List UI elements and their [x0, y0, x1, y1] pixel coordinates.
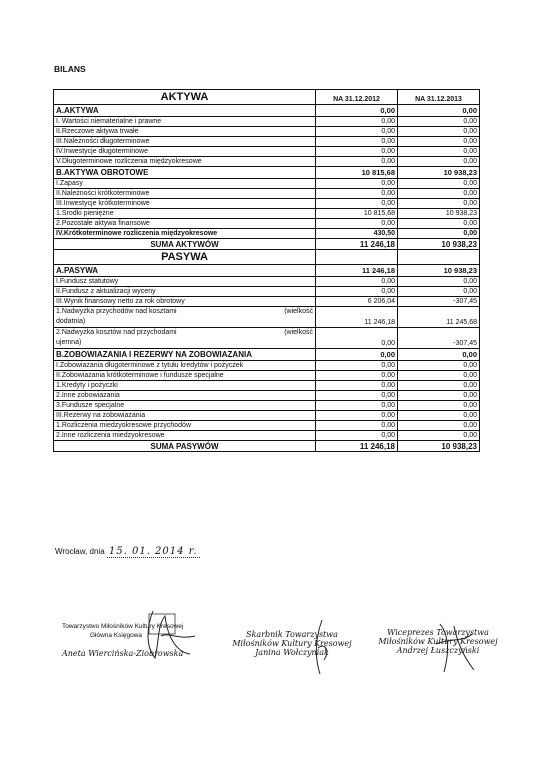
aktywa-heading: AKTYWA [54, 90, 316, 105]
value-2012: 0,00 [316, 277, 398, 287]
row-label: A.AKTYWA [54, 105, 316, 117]
value-2012: 430,50 [316, 229, 398, 239]
value-2013: 0,00 [398, 127, 480, 137]
table-row [54, 189, 480, 199]
row-label: 1.Rozliczenia miedzyokresowe przychodów [54, 421, 316, 431]
row-label: IV.Inwestycje długoterminowe [54, 147, 316, 157]
value-2013: 0,00 [398, 105, 480, 117]
value-2013: 10 938,23 [398, 441, 480, 452]
value-2012: 0,00 [316, 147, 398, 157]
value-2012: 0,00 [316, 127, 398, 137]
value-2013: 0,00 [398, 287, 480, 297]
value-2013: 0,00 [398, 381, 480, 391]
row-label: 2.Pozostałe aktywa finansowe [54, 219, 316, 229]
row-label-qualifier: (wielkość [284, 329, 313, 336]
table-row [54, 371, 480, 381]
balance-sheet-table [53, 89, 480, 452]
value-2012: 10 815,68 [316, 209, 398, 219]
value-2012: 0,00 [316, 137, 398, 147]
table-row [54, 209, 480, 219]
table-row [54, 157, 480, 167]
table-row [54, 229, 480, 239]
row-label [54, 328, 316, 349]
value-2013: 0,00 [398, 229, 480, 239]
value-2013: 0,00 [398, 411, 480, 421]
row-label: II.Zobowiazania krótkoterminowe i fundusze specjalne [54, 371, 316, 381]
row-label: 1.Kredyty i pożyczki [54, 381, 316, 391]
value-2013: 0,00 [398, 421, 480, 431]
table-row [54, 441, 480, 452]
row-label: III.Należności długoterminowe [54, 137, 316, 147]
row-label: III.Inwestycje krótkoterminowe [54, 199, 316, 209]
pasywa-header-row [54, 250, 480, 265]
signatory-role: Wiceprezes Towarzystwa [387, 628, 489, 637]
table-row [54, 105, 480, 117]
value-2013: 0,00 [398, 199, 480, 209]
row-label-line2: ujemna) [56, 338, 82, 346]
signatory-org: Miłośników Kultury Kresowej [378, 637, 498, 646]
table-row [54, 219, 480, 229]
table-row [54, 421, 480, 431]
row-label: 1.Środki pieniężne [54, 209, 316, 219]
value-2013: 0,00 [398, 371, 480, 381]
row-label: I. Wartości niematerialne i prawne [54, 117, 316, 127]
row-label: I.Fundusz statutowy [54, 277, 316, 287]
handwritten-signature-icon [135, 606, 205, 666]
value-2012: 0,00 [316, 349, 398, 361]
column-header-2012: NA 31.12.2012 [316, 90, 398, 105]
row-label: I.Zobowiazania długoterminowe z tytułu kredytów i pożyczek [54, 361, 316, 371]
value-2013: 0,00 [398, 277, 480, 287]
table-row [54, 287, 480, 297]
column-header-2013: NA 31.12.2013 [398, 90, 480, 105]
row-label: B.AKTYWA OBROTOWE [54, 167, 316, 179]
handwritten-signature-icon [430, 620, 480, 680]
value-2013: 0,00 [398, 147, 480, 157]
value-2013: 0,00 [398, 137, 480, 147]
row-label: A.PASYWA [54, 265, 316, 277]
value-2012: 11 246,18 [316, 441, 398, 452]
value-2012: 6 206,04 [316, 297, 398, 307]
value-2013: 10 938,23 [398, 167, 480, 179]
table-row [54, 199, 480, 209]
row-label: 2.Inne rozliczenia miedzyokresowe [54, 431, 316, 441]
handwritten-date: 15. 01. 2014 r. [108, 546, 198, 557]
value-2013: 0,00 [398, 157, 480, 167]
row-label: III.Wynik finansowy netto za rok obrotowy [54, 297, 316, 307]
table-row [54, 381, 480, 391]
value-2012: 0,00 [316, 287, 398, 297]
row-label: SUMA PASYWÓW [54, 441, 316, 452]
value-2013: 0,00 [398, 391, 480, 401]
row-label: V.Długoterminowe rozliczenia międzyokresowe [54, 157, 316, 167]
table-row [54, 127, 480, 137]
row-label: I.Zapasy [54, 179, 316, 189]
aktywa-header-row [54, 90, 480, 105]
table-row [54, 239, 480, 250]
table-row [54, 361, 480, 371]
table-row [54, 307, 480, 328]
value-2012: 0,00 [316, 431, 398, 441]
value-2013: 10 938,23 [398, 209, 480, 219]
table-row [54, 265, 480, 277]
table-row [54, 401, 480, 411]
row-label: SUMA AKTYWÓW [54, 239, 316, 250]
value-2012: 0,00 [316, 391, 398, 401]
table-row [54, 117, 480, 127]
pasywa-section [54, 250, 480, 452]
value-2012: 0,00 [316, 117, 398, 127]
row-label-line2: dodatnia) [56, 317, 86, 325]
handwritten-signature-icon [300, 618, 340, 678]
value-2013: 0,00 [398, 349, 480, 361]
value-2012: 0,00 [316, 328, 398, 349]
value-2013: 0,00 [398, 361, 480, 371]
value-2013: 0,00 [398, 189, 480, 199]
table-row [54, 147, 480, 157]
table-row [54, 391, 480, 401]
value-2012: 11 246,18 [316, 239, 398, 250]
value-2012: 0,00 [316, 411, 398, 421]
signatory-role: Skarbnik Towarzystwa [246, 630, 338, 639]
value-2013: 0,00 [398, 219, 480, 229]
value-2013: 0,00 [398, 179, 480, 189]
value-2012: 0,00 [316, 401, 398, 411]
value-2013: 0,00 [398, 117, 480, 127]
table-row [54, 277, 480, 287]
value-2012: 0,00 [316, 105, 398, 117]
signatory-name: Janina Wołczyniak [255, 648, 329, 657]
empty-cell [316, 250, 398, 265]
value-2013: 10 938,23 [398, 265, 480, 277]
row-label-text: 1.Nadwyżka przychodów nad kosztami [56, 308, 177, 315]
row-label: 2.Inne zobowiazania [54, 391, 316, 401]
value-2013: 0,00 [398, 401, 480, 411]
value-2012: 0,00 [316, 199, 398, 209]
value-2012: 0,00 [316, 381, 398, 391]
signatory-name: Andrzej Łuszczyński [396, 646, 480, 655]
table-row [54, 328, 480, 349]
table-row [54, 411, 480, 421]
row-label: IV.Krótkoterminowe rozliczenia międzyokresowe [54, 229, 316, 239]
value-2013: 0,00 [398, 431, 480, 441]
value-2012: 0,00 [316, 157, 398, 167]
row-label: II.Fundusz z aktualizacji wyceny [54, 287, 316, 297]
table-row [54, 349, 480, 361]
place-date-label: Wrocław, dnia [55, 547, 105, 556]
stamp-line: Towarzystwo Miłośników Kultury Kresowej [62, 623, 184, 630]
row-label: II.Należności krótkoterminowe [54, 189, 316, 199]
table-row [54, 297, 480, 307]
signatory-org: Miłośników Kultury Kresowej [232, 639, 352, 648]
value-2012: 11 246,18 [316, 265, 398, 277]
signatory-name: Aneta Wiercińska-Ziobrowska [62, 649, 184, 658]
row-label-qualifier: (wielkość [284, 308, 313, 315]
place-and-date [55, 546, 200, 557]
empty-cell [398, 250, 480, 265]
value-2013: 11 245,68 [398, 307, 480, 328]
value-2012: 10 815,68 [316, 167, 398, 179]
table-row [54, 431, 480, 441]
document-title: BILANS [54, 64, 86, 74]
aktywa-section [54, 90, 480, 250]
value-2013: -307,45 [398, 328, 480, 349]
value-2012: 0,00 [316, 361, 398, 371]
value-2012: 0,00 [316, 421, 398, 431]
row-label: II.Rzeczowe aktywa trwałe [54, 127, 316, 137]
row-label: III.Rezerwy na zobowiazania [54, 411, 316, 421]
value-2013: -307,45 [398, 297, 480, 307]
value-2012: 11 246,18 [316, 307, 398, 328]
value-2012: 0,00 [316, 189, 398, 199]
table-row [54, 137, 480, 147]
pasywa-heading: PASYWA [54, 250, 316, 265]
table-row [54, 179, 480, 189]
row-label-text: 2.Nadwyżka kosztów nad przychodami [56, 329, 177, 336]
row-label: B.ZOBOWIAZANIA I REZERWY NA ZOBOWIAZANIA [54, 349, 316, 361]
row-label [54, 307, 316, 328]
value-2012: 0,00 [316, 371, 398, 381]
value-2013: 10 938,23 [398, 239, 480, 250]
value-2012: 0,00 [316, 179, 398, 189]
stamp-role: Główna Księgowa [90, 632, 143, 639]
row-label: 3.Fundusze specjalne [54, 401, 316, 411]
table-row [54, 167, 480, 179]
value-2012: 0,00 [316, 219, 398, 229]
